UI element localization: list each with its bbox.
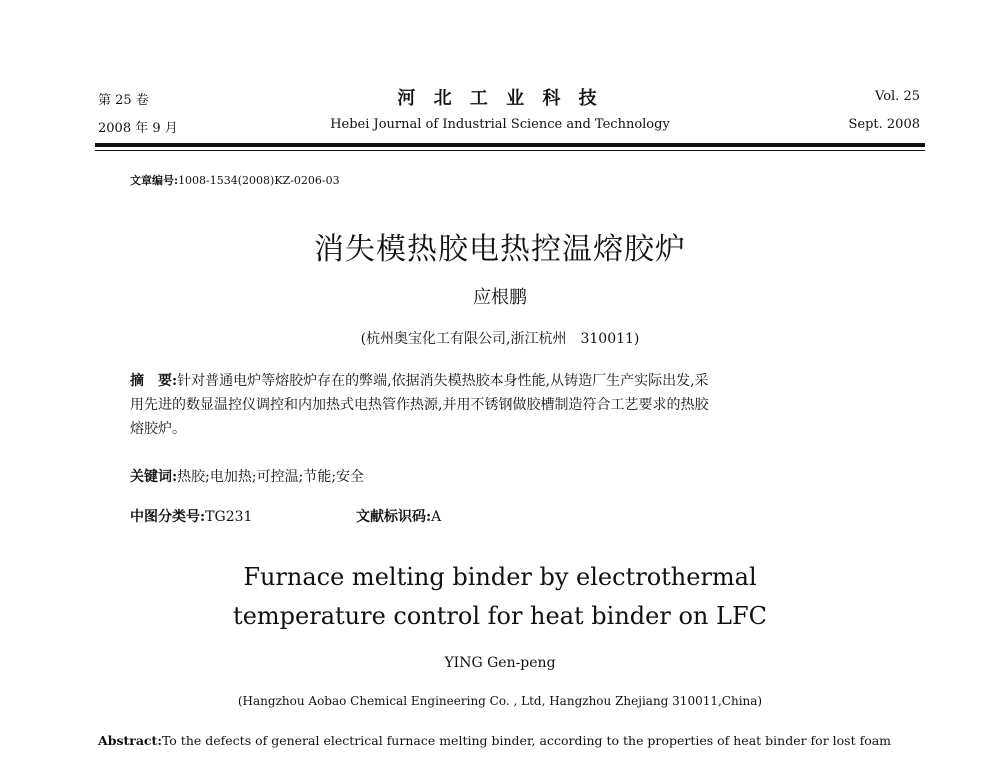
title-en-line-1: Furnace melting binder by electrothermal <box>243 563 757 591</box>
journal-title-cn: 河 北 工 业 科 技 <box>397 88 603 109</box>
keywords-text: 热胶;电加热;可控温;节能;安全 <box>177 469 365 485</box>
header-rule-thin <box>95 150 925 151</box>
abstract-cn-line-3: 熔胶炉。 <box>130 421 186 437</box>
date-en: Sept. 2008 <box>848 117 920 132</box>
header-rule-thick <box>95 143 925 147</box>
document-code <box>356 506 441 526</box>
title-en-line-2: temperature control for heat binder on LFC <box>233 602 767 630</box>
keywords-cn <box>130 466 364 486</box>
keywords-label: 关键词: <box>130 469 178 485</box>
abstract-cn-line-1: 摘 要:针对普通电炉等熔胶炉存在的弊端,依据消失模热胶本身性能,从铸造厂生产实际出发,采 <box>130 373 709 389</box>
document-code-label: 文献标识码: <box>356 509 432 525</box>
author-cn: 应根鹏 <box>473 287 527 308</box>
classification-value: TG231 <box>205 509 253 525</box>
abstract-en <box>98 733 891 748</box>
abstract-en-text: To the defects of general electrical furnace melting binder, according to the properties of heat binder for lost foam <box>161 733 892 748</box>
article-id-label: 文章编号: <box>130 174 179 187</box>
journal-title-en: Hebei Journal of Industrial Science and Technology <box>330 117 670 132</box>
abstract-cn-line-2: 用先进的数显温控仪调控和内加热式电热管作热源,并用不锈钢做胶槽制造符合工艺要求的热胶 <box>130 397 709 413</box>
volume-cn: 第 25 卷 <box>98 93 149 108</box>
abstract-en-label: Abstract: <box>98 733 162 748</box>
title-cn: 消失模热胶电热控温熔胶炉 <box>314 232 686 267</box>
affiliation-cn: (杭州奥宝化工有限公司,浙江杭州 310011) <box>360 331 640 347</box>
classification <box>130 506 252 526</box>
article-id <box>130 172 340 188</box>
affiliation-en: (Hangzhou Aobao Chemical Engineering Co. , Ltd, Hangzhou Zhejiang 310011,China) <box>237 694 763 708</box>
classification-label: 中图分类号: <box>130 509 206 525</box>
date-cn: 2008 年 9 月 <box>98 121 178 136</box>
abstract-cn-label: 摘 要: <box>130 373 178 389</box>
article-id-value: 1008-1534(2008)KZ-0206-03 <box>178 174 340 187</box>
volume-en: Vol. 25 <box>875 89 920 104</box>
abstract-cn <box>130 369 900 441</box>
author-en: YING Gen-peng <box>444 655 556 671</box>
document-code-value: A <box>431 509 442 525</box>
